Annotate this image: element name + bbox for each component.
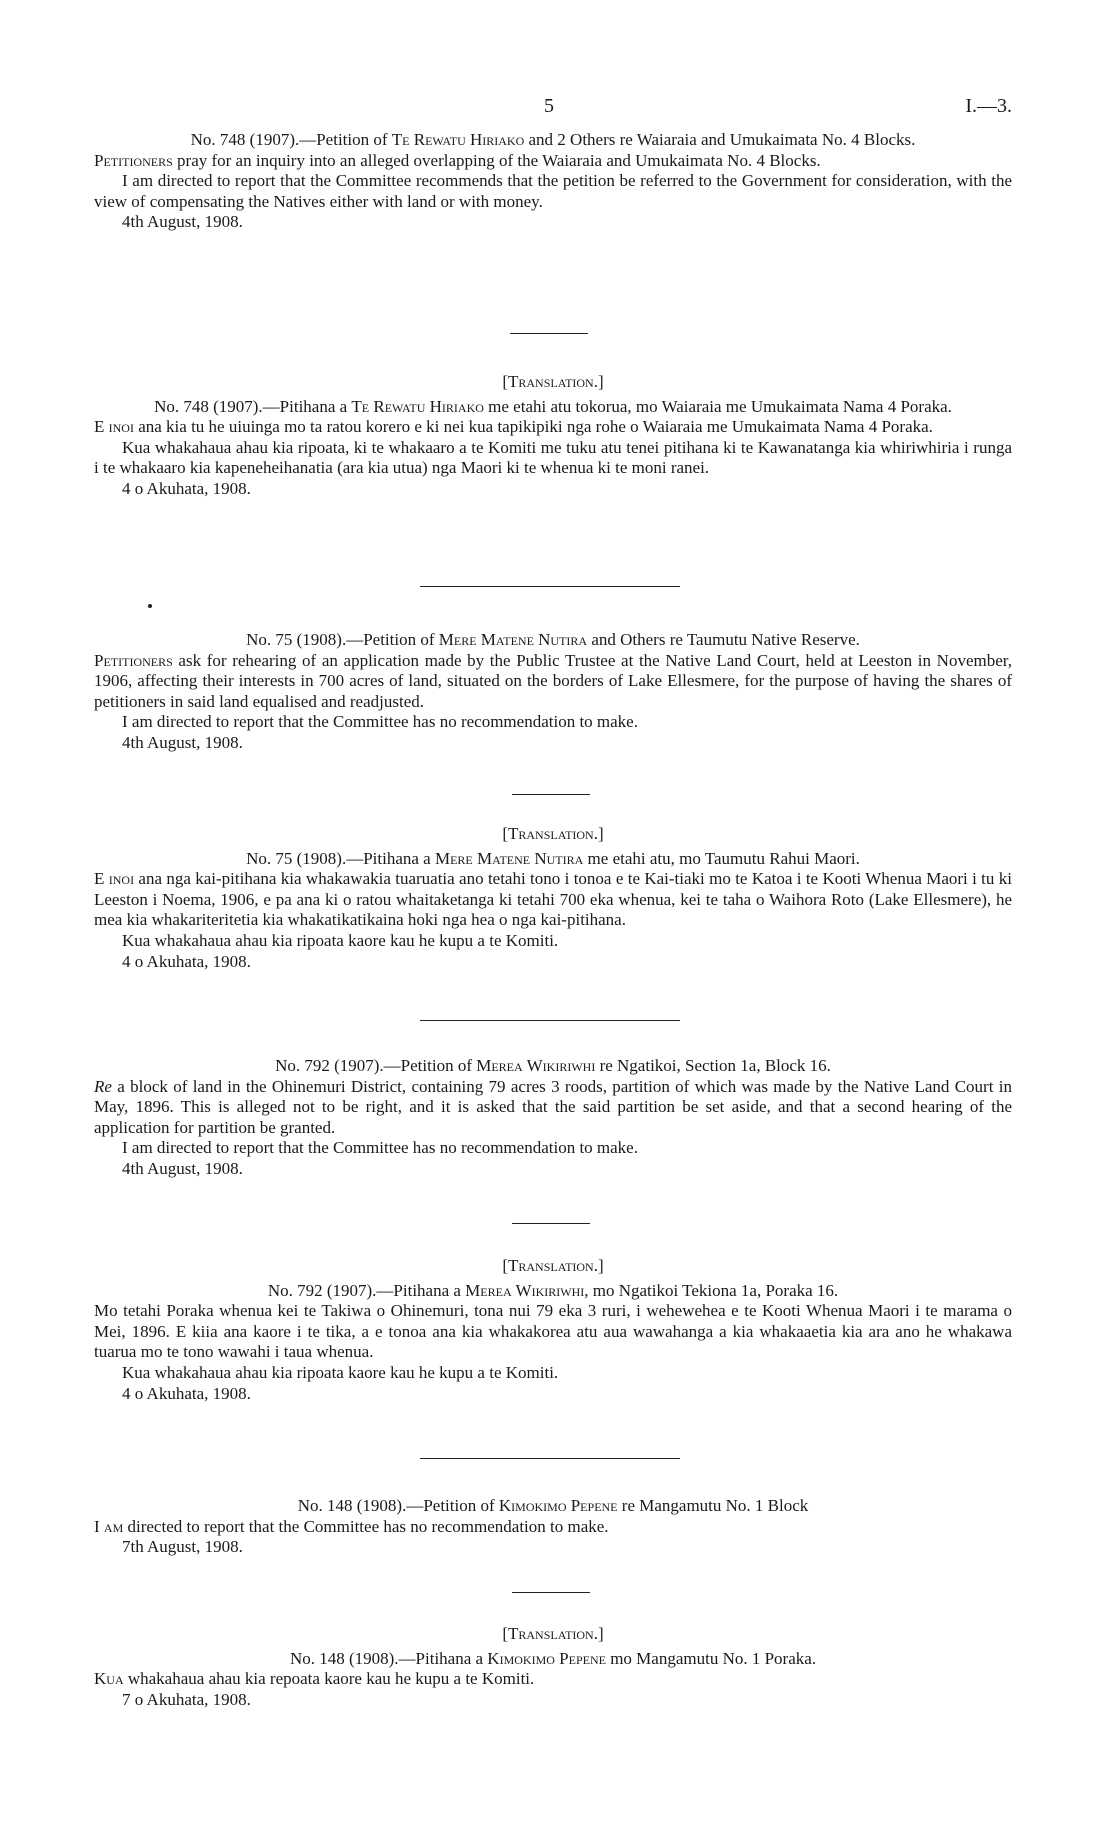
document-reference: I.—3. [965,95,1012,117]
petition-body: E inoi ana nga kai-pitihana kia whakawakia tuaruatia ano tetahi tono i tonoa e te Kai-tiaki mo te Katoa i te Kooti Whenua Maori i tu ki Leeston i Noema, 1906, e pa ana ki o ratou whaitaketanga ki tetahi 700 eka whenua, kei te taha o Waihora Roto (Lake Ellesmere), he mea kia whakariteritetia kia whakatikatikaina hoki nga hea o nga kai-pitihana. [94,869,1012,930]
report-date: 7 o Akuhata, 1908. [122,1689,251,1709]
page-number: 5 [544,95,554,117]
petition-title: No. 748 (1907).—Petition of Te Rewatu Hiriako and 2 Others re Waiaraia and Umukaimata No. 4 Blocks. [190,130,916,149]
translation-label: [Translation.] [502,1256,604,1275]
petition-title: No. 148 (1908).—Petition of Kimokimo Pepene re Mangamutu No. 1 Block [297,1496,809,1515]
report-date: 4 o Akuhata, 1908. [122,1383,251,1403]
petition-748-translation [94,372,1012,500]
report-date: 4 o Akuhata, 1908. [122,951,251,971]
petition-body: Petitioners pray for an inquiry into an alleged overlapping of the Waiaraia and Umukaimata No. 4 Blocks. [94,150,821,170]
print-mark [148,604,152,608]
section-divider [420,586,680,587]
committee-report: Kua whakahaua ahau kia ripoata kaore kau he kupu a te Komiti. [122,930,559,950]
section-divider [510,333,588,334]
committee-report: I am directed to report that the Committee recommends that the petition be referred to the Government for consideration, with the view of compensating the Natives either with land or with money. [94,171,1012,211]
petition-body: Re a block of land in the Ohinemuri District, containing 79 acres 3 roods, partition of which was made by the Native Land Court in May, 1896. This is alleged not to be right, and it is asked that the said partition be set aside, and that a second hearing of the application for partition be granted. [94,1076,1012,1137]
section-divider [512,1592,590,1593]
petition-title: No. 748 (1907).—Pitihana a Te Rewatu Hiriako me etahi atu tokorua, mo Waiaraia me Umukaimata Nama 4 Poraka. [154,396,952,416]
report-date: 7th August, 1908. [122,1537,243,1557]
section-divider [512,1223,590,1224]
petition-748-english [94,130,1012,233]
petition-body: Kua whakahaua ahau kia repoata kaore kau he kupu a te Komiti. [94,1669,535,1689]
petition-148-english [94,1496,1012,1558]
petition-75-translation [94,824,1012,972]
report-date: 4th August, 1908. [122,212,243,232]
petition-title: No. 75 (1908).—Petition of Mere Matene Nutira and Others re Taumutu Native Reserve. [246,630,860,649]
petition-body: E inoi ana kia tu he uiuinga mo ta ratou korero e ki nei kua tapikipiki nga rohe o Waiaraia me Umukaimata Nama 4 Poraka. [94,417,933,437]
report-date: 4th August, 1908. [122,732,243,752]
petition-body: Petitioners ask for rehearing of an application made by the Public Trustee at the Native Land Court, held at Leeston in November, 1906, affecting their interests in 700 acres of land, situated on the borders of Lake Ellesmere, for the purpose of having the shares of petitioners in said land equalised and readjusted. [94,650,1012,711]
section-divider [420,1458,680,1459]
petition-792-translation [94,1256,1012,1404]
petition-148-translation [94,1624,1012,1710]
section-divider [512,794,590,795]
petition-title: No. 75 (1908).—Pitihana a Mere Matene Nutira me etahi atu, mo Taumutu Rahui Maori. [246,848,860,868]
petition-title: No. 792 (1907).—Pitihana a Merea Wikiriwhi, mo Ngatikoi Tekiona 1a, Poraka 16. [267,1280,839,1300]
page-header [94,96,1012,120]
translation-label: [Translation.] [502,1624,604,1643]
translation-label: [Translation.] [502,824,604,843]
committee-report: I am directed to report that the Committee has no recommendation to make. [122,1138,638,1158]
report-date: 4th August, 1908. [122,1158,243,1178]
petition-body: Mo tetahi Poraka whenua kei te Takiwa o Ohinemuri, tona nui 79 eka 3 ruri, i wehewehea e te Kooti Whenua Maori i te marama o Mei, 1896. E kiia ana kaore i te tika, a e tonoa ana kia whakakorea atu aua wawahanga a kia whakaaetia kia ara ano he whakawa tuarua mo te tono wawahi i taua whenua. [94,1301,1012,1362]
committee-report: I am directed to report that the Committee has no recommendation to make. [122,712,638,732]
petition-792-english [94,1056,1012,1180]
petition-title: No. 148 (1908).—Pitihana a Kimokimo Pepene mo Mangamutu No. 1 Poraka. [289,1648,817,1668]
petition-title: No. 792 (1907).—Petition of Merea Wikiriwhi re Ngatikoi, Section 1a, Block 16. [275,1056,831,1075]
report-date: 4 o Akuhata, 1908. [122,478,251,498]
committee-report: Kua whakahaua ahau kia ripoata, ki te whakaaro a te Komiti me tuku atu tenei pitihana ki te Kawanatanga kia whiriwhiria i runga i te whakaaro kia kapeneheihanatia (ara kia utua) nga Maori ki te whenua ki te moni ranei. [94,437,1012,478]
petition-75-english [94,630,1012,754]
committee-report: Kua whakahaua ahau kia ripoata kaore kau he kupu a te Komiti. [122,1362,559,1382]
section-divider [420,1020,680,1021]
petition-body: I am directed to report that the Committee has no recommendation to make. [94,1516,609,1536]
translation-label: [Translation.] [502,372,604,391]
